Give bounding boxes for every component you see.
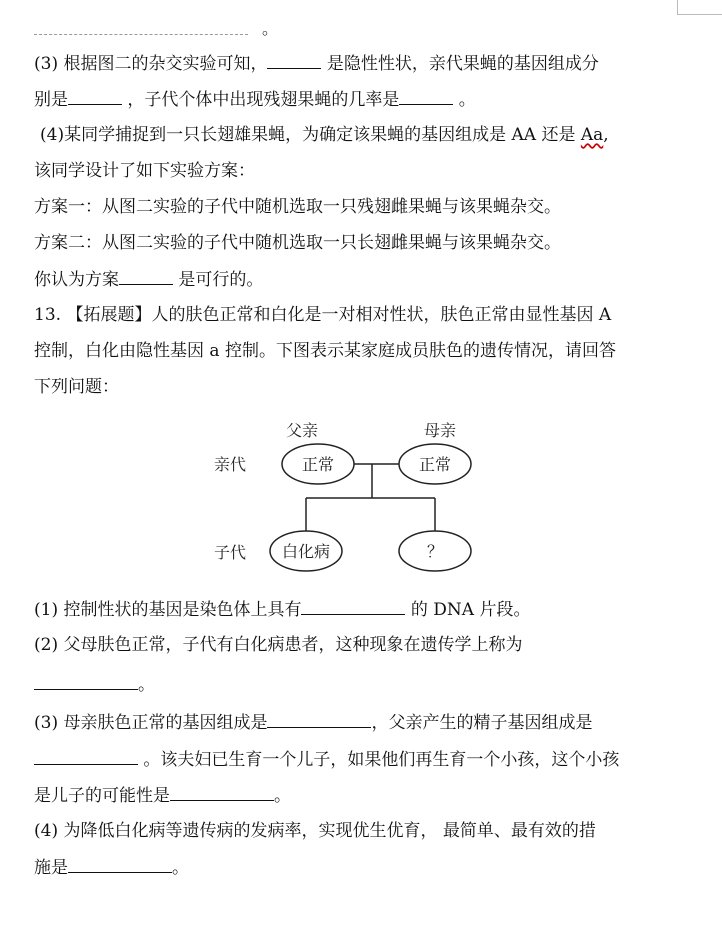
sub-4-text-c: 。 [172, 858, 189, 878]
q3-text-e: 。 [453, 90, 476, 110]
q13-line-3: 下列问题： [34, 377, 119, 397]
page-corner-mark [677, 0, 722, 15]
q4-ask-text-b: 是可行的。 [173, 270, 264, 290]
sub-2-text-b: 。 [138, 675, 155, 695]
sub-3-line-3 [34, 784, 291, 807]
sub-3-text-b: ，父亲产生的精子基因组成是 [371, 713, 593, 733]
sub-3-line-2 [34, 748, 619, 771]
q13-line-1: 13. 【拓展题】人的肤色正常和白化是一对相对性状，肤色正常由显性基因 A [34, 305, 612, 325]
sub-3-text-d: 是儿子的可能性是 [34, 786, 170, 806]
sub-3-blank-mother[interactable] [267, 711, 371, 728]
sub-3-text-e: 。 [274, 786, 291, 806]
child1-trait: 白化病 [281, 542, 331, 561]
mother-label: 母亲 [423, 421, 457, 440]
q3-blank-recessive-trait[interactable] [267, 52, 321, 69]
q3-text-d: ，子代个体中出现残翅果蝇的几率是 [122, 90, 400, 110]
father-trait: 正常 [301, 455, 335, 474]
sub-1 [34, 598, 530, 621]
child2-ellipse [399, 531, 471, 571]
mother-trait: 正常 [418, 455, 452, 474]
q4-line-1 [40, 124, 609, 146]
sub-4-line-1: (4) 为降低白化病等遗传病的发病率，实现优生优育， 最简单、最有效的措 [34, 821, 596, 841]
top-dashed-rule [34, 34, 248, 35]
top-mark: 。 [262, 19, 279, 38]
q3-text-b: 是隐性性状，亲代果蝇的基因组成分 [321, 54, 599, 74]
parent-generation-label: 亲代 [213, 455, 247, 474]
child-generation-label: 子代 [213, 543, 247, 562]
sub-3-blank-probability[interactable] [170, 784, 274, 801]
q4-text-a: (4)某同学捕捉到一只长翅雄果蝇，为确定该果蝇的基因组成是 AA 还是 [40, 125, 581, 145]
child1-ellipse [270, 531, 342, 571]
sub-2-cont [34, 673, 155, 696]
q13-line-2: 控制，白化由隐性基因 a 控制。下图表示某家庭成员肤色的遗传情况，请回答 [34, 341, 616, 361]
q3-blank-parent-genotypes[interactable] [68, 88, 122, 105]
sub-2-blank[interactable] [34, 673, 138, 690]
sub-4-line-2 [34, 856, 189, 879]
sub-3-text-a: (3) 母亲肤色正常的基因组成是 [34, 713, 268, 733]
sub-1-text-a: (1) 控制性状的基因是染色体上具有 [34, 600, 302, 620]
q3-blank-probability[interactable] [399, 88, 453, 105]
q3-line-1 [34, 52, 599, 75]
q4-ask-text-a: 你认为方案 [34, 270, 119, 290]
mother-ellipse [399, 444, 471, 484]
q4-blank-plan[interactable] [119, 268, 173, 285]
sub-4-blank[interactable] [68, 856, 172, 873]
q4-text-comma: , [603, 125, 609, 145]
q3-line-2 [34, 88, 476, 111]
father-ellipse [282, 444, 354, 484]
q3-text-a: (3) 根据图二的杂交实验可知， [34, 54, 268, 74]
q3-text-c: 别是 [34, 90, 68, 110]
q4-plan-2: 方案二：从图二实验的子代中随机选取一只长翅雌果蝇与该果蝇杂交。 [34, 233, 561, 253]
sub-3-blank-sperm[interactable] [34, 748, 138, 765]
father-label: 父亲 [285, 421, 319, 440]
q4-plan-1: 方案一：从图二实验的子代中随机选取一只残翅雌果蝇与该果蝇杂交。 [34, 197, 561, 217]
q4-wavy-word: Aa [580, 125, 604, 145]
q4-line-2: 该同学设计了如下实验方案： [34, 161, 255, 181]
sub-4-text-b: 施是 [34, 858, 68, 878]
sub-3-text-c: 。该夫妇已生育一个儿子，如果他们再生育一个小孩，这个小孩 [138, 750, 620, 770]
sub-2: (2) 父母肤色正常，子代有白化病患者，这种现象在遗传学上称为 [34, 635, 523, 655]
sub-1-blank[interactable] [301, 598, 405, 615]
q4-ask [34, 268, 263, 291]
sub-3-line-1 [34, 711, 592, 734]
child2-trait: ？ [426, 542, 444, 561]
sub-1-text-b: 的 DNA 片段。 [405, 600, 531, 620]
